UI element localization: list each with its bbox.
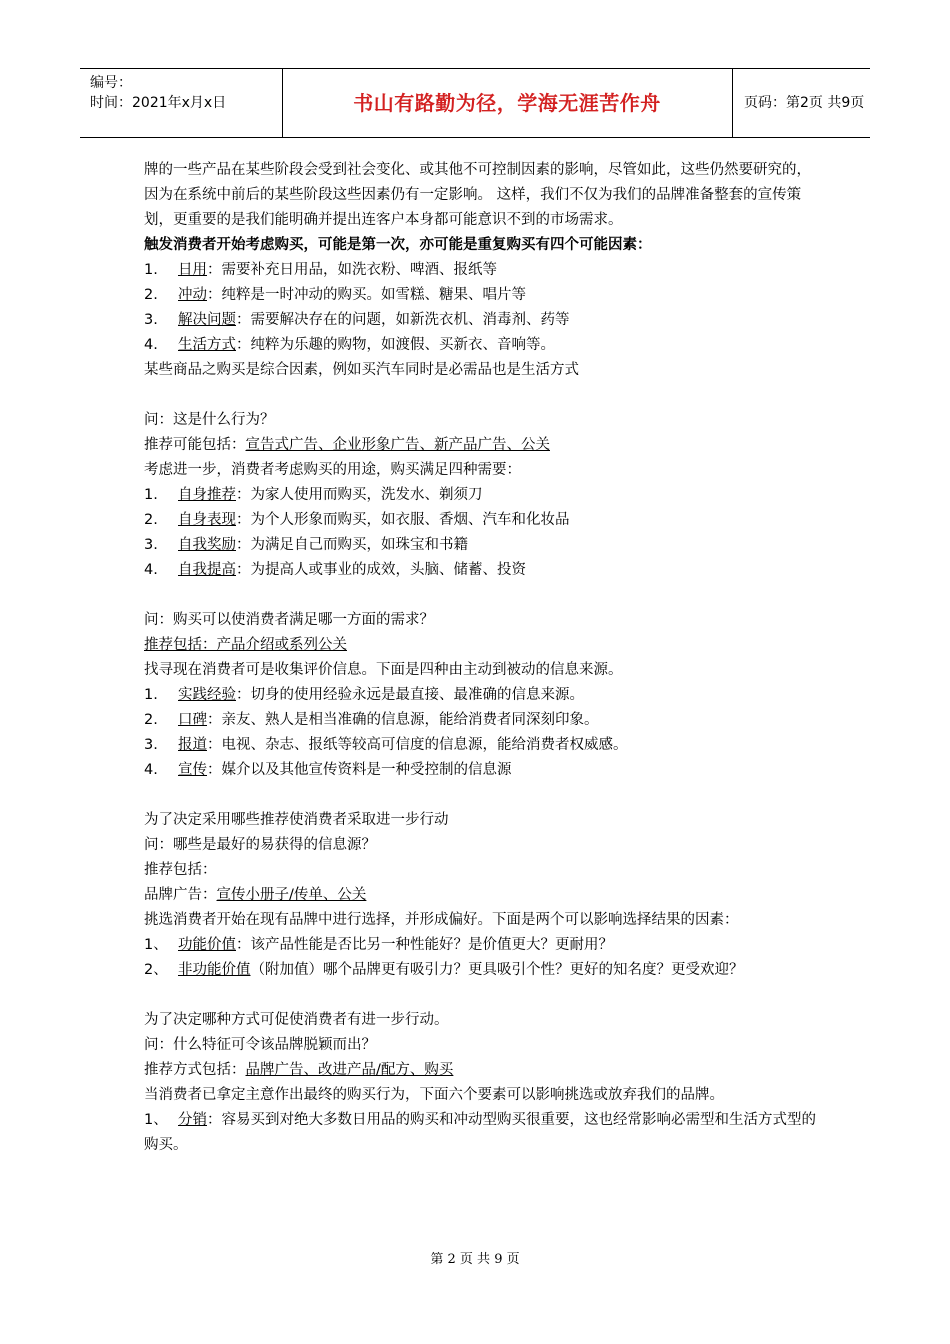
list-term: 生活方式 xyxy=(178,337,236,353)
header-motto-cell xyxy=(282,69,733,137)
question-3: 问：哪些是最好的易获得的信息源？ xyxy=(144,837,376,853)
list-item: 1. 实践经验：切身的使用经验永远是最直接、最准确的信息来源。 xyxy=(144,687,584,703)
list-term: 非功能价值 xyxy=(178,962,251,978)
question-1: 问：这是什么行为？ xyxy=(144,412,275,428)
recommendation-1: 推荐可能包括：宣告式广告、企业形象广告、新产品广告、公关 xyxy=(144,437,550,453)
motto: 书山有路勤为径，学海无涯苦作舟 xyxy=(353,91,661,115)
list-term: 冲动 xyxy=(178,287,207,303)
header-meta xyxy=(80,69,283,137)
list-term: 口碑 xyxy=(178,712,207,728)
list-item: 1. 自身推荐：为家人使用而购买，洗发水、剃须刀 xyxy=(144,487,483,503)
list-item: 4. 宣传：媒介以及其他宣传资料是一种受控制的信息源 xyxy=(144,762,512,778)
intro-paragraph: 牌的一些产品在某些阶段会受到社会变化、或其他不可控制因素的影响，尽管如此，这些仍然要研究的，因为在系统中前后的某些阶段这些因素仍有一定影响。 这样，我们不仅为我们的品牌准备整套的宣传策划，更重要的是我们能明确并提出连客户本身都可能意识不到的市场需求。 xyxy=(144,162,811,228)
list-term: 宣传 xyxy=(178,762,207,778)
list-term: 解决问题 xyxy=(178,312,236,328)
page-footer: 第 2 页 共 9 页 xyxy=(430,1252,520,1267)
document-date: 时间：2021年x月x日 xyxy=(90,95,227,111)
final-intro: 当消费者已拿定主意作出最终的购买行为，下面六个要素可以影响挑选或放弃我们的品牌。 xyxy=(144,1087,724,1103)
recommendation-3-label: 推荐包括： xyxy=(144,862,217,878)
question-2: 问：购买可以使消费者满足哪一方面的需求？ xyxy=(144,612,434,628)
list-term: 自我提高 xyxy=(178,562,236,578)
document-number: 编号： xyxy=(90,75,132,91)
list-item: 2. 自身表现：为个人形象而购买，如衣服、香烟、汽车和化妆品 xyxy=(144,512,570,528)
list-term: 自身推荐 xyxy=(178,487,236,503)
trigger-heading: 触发消费者开始考虑购买，可能是第一次，亦可能是重复购买有四个可能因素： xyxy=(144,237,652,253)
need-intro: 考虑进一步，消费者考虑购买的用途，购买满足四种需要： xyxy=(144,462,521,478)
list-item: 1、 分销：容易买到对绝大多数日用品的购买和冲动型购买很重要，这也经常影响必需型和生活方式型的购买。 xyxy=(144,1112,816,1153)
list-item: 2. 口碑：亲友、熟人是相当准确的信息源，能给消费者同深刻印象。 xyxy=(144,712,599,728)
list-item: 3. 报道：电视、杂志、报纸等较高可信度的信息源，能给消费者权威感。 xyxy=(144,737,628,753)
brand-ad-line: 品牌广告：宣传小册子/传单、公关 xyxy=(144,887,367,903)
list-term: 日用 xyxy=(178,262,207,278)
choose-intro: 挑选消费者开始在现有品牌中进行选择，并形成偏好。下面是两个可以影响选择结果的因素： xyxy=(144,912,739,928)
list-item: 2. 冲动：纯粹是一时冲动的购买。如雪糕、糖果、唱片等 xyxy=(144,287,526,303)
list-term: 报道 xyxy=(178,737,207,753)
decide-1: 为了决定采用哪些推荐使消费者采取进一步行动 xyxy=(144,812,449,828)
list-item: 3. 解决问题：需要解决存在的问题，如新洗衣机、消毒剂、药等 xyxy=(144,312,570,328)
decide-2: 为了决定哪种方式可促使消费者有进一步行动。 xyxy=(144,1012,449,1028)
list-item: 3. 自我奖励：为满足自己而购买，如珠宝和书籍 xyxy=(144,537,468,553)
recommendation-2: 推荐包括：产品介绍或系列公关 xyxy=(144,637,347,653)
recommendation-4: 推荐方式包括：品牌广告、改进产品/配方、购买 xyxy=(144,1062,454,1078)
list-term: 自我奖励 xyxy=(178,537,236,553)
page-header xyxy=(80,68,870,138)
list-item: 1、 功能价值：该产品性能是否比另一种性能好？是价值更大？更耐用？ xyxy=(144,937,613,953)
list-item: 4. 自我提高：为提高人或事业的成效，头脑、储蓄、投资 xyxy=(144,562,526,578)
list-item: 1. 日用：需要补充日用品，如洗衣粉、啤酒、报纸等 xyxy=(144,262,497,278)
question-4: 问：什么特征可令该品牌脱颖而出？ xyxy=(144,1037,376,1053)
list-term: 自身表现 xyxy=(178,512,236,528)
list-term: 分销 xyxy=(178,1112,207,1128)
list-term: 功能价值 xyxy=(178,937,236,953)
list-item: 2、 非功能价值（附加值）哪个品牌更有吸引力？更具吸引个性？更好的知名度？更受欢迎？ xyxy=(144,962,744,978)
document-body xyxy=(144,158,816,1158)
header-page-number: 页码：第2页 共9页 xyxy=(744,95,865,111)
list-term: 实践经验 xyxy=(178,687,236,703)
trigger-note: 某些商品之购买是综合因素，例如买汽车同时是必需品也是生活方式 xyxy=(144,362,579,378)
info-intro: 找寻现在消费者可是收集评价信息。下面是四种由主动到被动的信息来源。 xyxy=(144,662,623,678)
list-item: 4. 生活方式：纯粹为乐趣的购物，如渡假、买新衣、音响等。 xyxy=(144,337,555,353)
header-page-cell xyxy=(732,69,870,137)
